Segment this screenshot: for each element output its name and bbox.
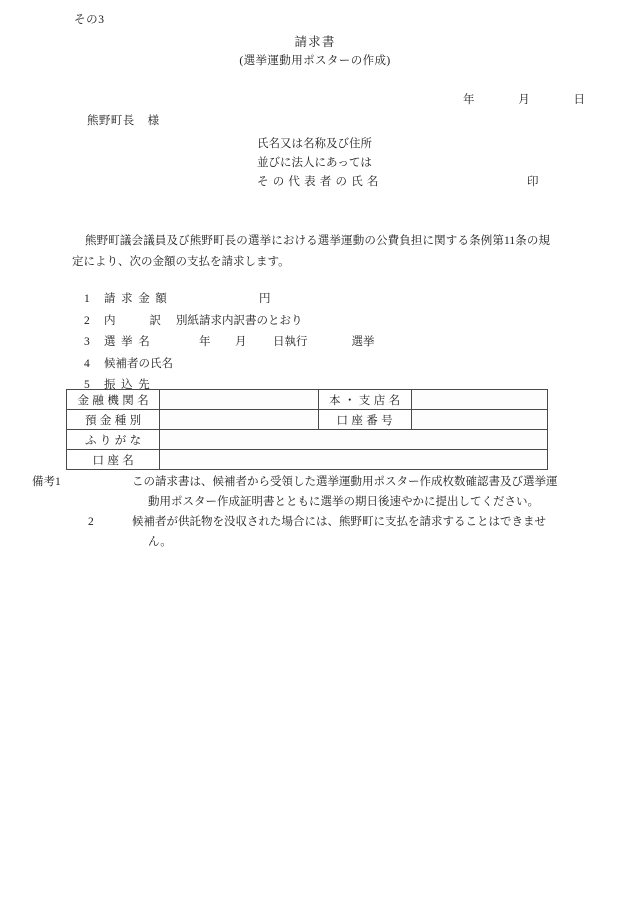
remark-text: この請求書は、候補者から受領した選挙運動用ポスター作成枚数確認書及び選挙運動用ポスター作成証明書とともに選挙の期日後速やかに提出してください。 — [132, 476, 558, 508]
cell-value-account-type[interactable] — [160, 410, 318, 430]
remark-number: 1 — [55, 476, 61, 488]
bank-details-table — [66, 389, 548, 470]
item-label: 振込先 — [104, 379, 156, 391]
remark-item-2 — [90, 513, 560, 552]
election-month-label: 月 — [235, 336, 247, 348]
remark-text: 候補者が供託物を没収された場合には、熊野町に支払を請求することはできません。 — [132, 516, 546, 548]
item-number: 5 — [84, 379, 90, 391]
election-suffix-label: 選挙 — [351, 336, 375, 348]
cell-label-financial-institution: 金融機関名 — [67, 390, 160, 410]
item-number: 1 — [84, 293, 90, 305]
cell-label-account-number: 口座番号 — [318, 410, 411, 430]
claimant-line-1: 氏名又は名称及び住所 — [257, 138, 372, 150]
claim-item-breakdown — [84, 312, 375, 334]
election-day-exec-label: 日執行 — [273, 336, 308, 348]
item-label: 選挙名 — [104, 336, 156, 348]
date-day-label: 日 — [573, 94, 585, 106]
date-year-label: 年 — [463, 94, 475, 106]
cell-value-branch-name[interactable] — [411, 390, 547, 410]
item-label: 請求金額 — [104, 293, 173, 305]
remarks-section — [32, 473, 560, 552]
table-row — [67, 390, 548, 410]
election-year-label: 年 — [199, 336, 211, 348]
claim-item-election-name — [84, 333, 375, 355]
claim-item-candidate-name — [84, 355, 375, 377]
claimant-block — [257, 135, 383, 192]
cell-label-account-type: 預金種別 — [67, 410, 160, 430]
item-number: 3 — [84, 336, 90, 348]
claim-item-amount — [84, 290, 375, 312]
item-value-yen-unit: 円 — [259, 293, 271, 305]
cell-value-account-holder[interactable] — [160, 450, 548, 470]
date-line — [463, 91, 585, 107]
page-title: 請求書 — [294, 35, 336, 49]
remark-number: 2 — [88, 516, 94, 528]
body-paragraph: 熊野町議会議員及び熊野町長の選挙における選挙運動の公費負担に関する条例第11条の規定により、次の金額の支払を請求します。 — [72, 235, 550, 268]
cell-value-furigana[interactable] — [160, 430, 548, 450]
item-value-breakdown: 別紙請求内訳書のとおり — [176, 314, 303, 327]
cell-label-branch-name: 本・支店名 — [318, 390, 411, 410]
item-label-part-b: 訳 — [149, 314, 161, 327]
cell-value-financial-institution[interactable] — [160, 390, 318, 410]
claim-items-list — [84, 290, 375, 398]
page-subtitle: (選挙運動用ポスターの作成) — [239, 55, 391, 67]
claimant-line-3: その代表者の氏名 — [257, 176, 383, 188]
addressee-recipient: 熊野町長 — [87, 115, 135, 127]
remark-item-1 — [32, 473, 560, 512]
claimant-line-2: 並びに法人にあっては — [257, 157, 372, 169]
item-number: 4 — [84, 357, 90, 370]
cell-value-account-number[interactable] — [411, 410, 547, 430]
seal-stamp-marker: 印 — [527, 176, 539, 188]
remarks-heading: 備考 — [32, 476, 55, 488]
item-label-part-a: 内 — [104, 314, 116, 327]
form-code: その3 — [74, 14, 105, 26]
addressee-line — [87, 112, 160, 128]
addressee-honorific: 様 — [147, 115, 160, 127]
cell-label-account-holder: 口座名 — [67, 450, 160, 470]
item-label: 候補者の氏名 — [104, 357, 173, 370]
table-row — [67, 410, 548, 430]
date-month-label: 月 — [518, 94, 530, 106]
table-row — [67, 450, 548, 470]
cell-label-furigana: ふりがな — [67, 430, 160, 450]
table-row — [67, 430, 548, 450]
item-number: 2 — [84, 314, 90, 327]
